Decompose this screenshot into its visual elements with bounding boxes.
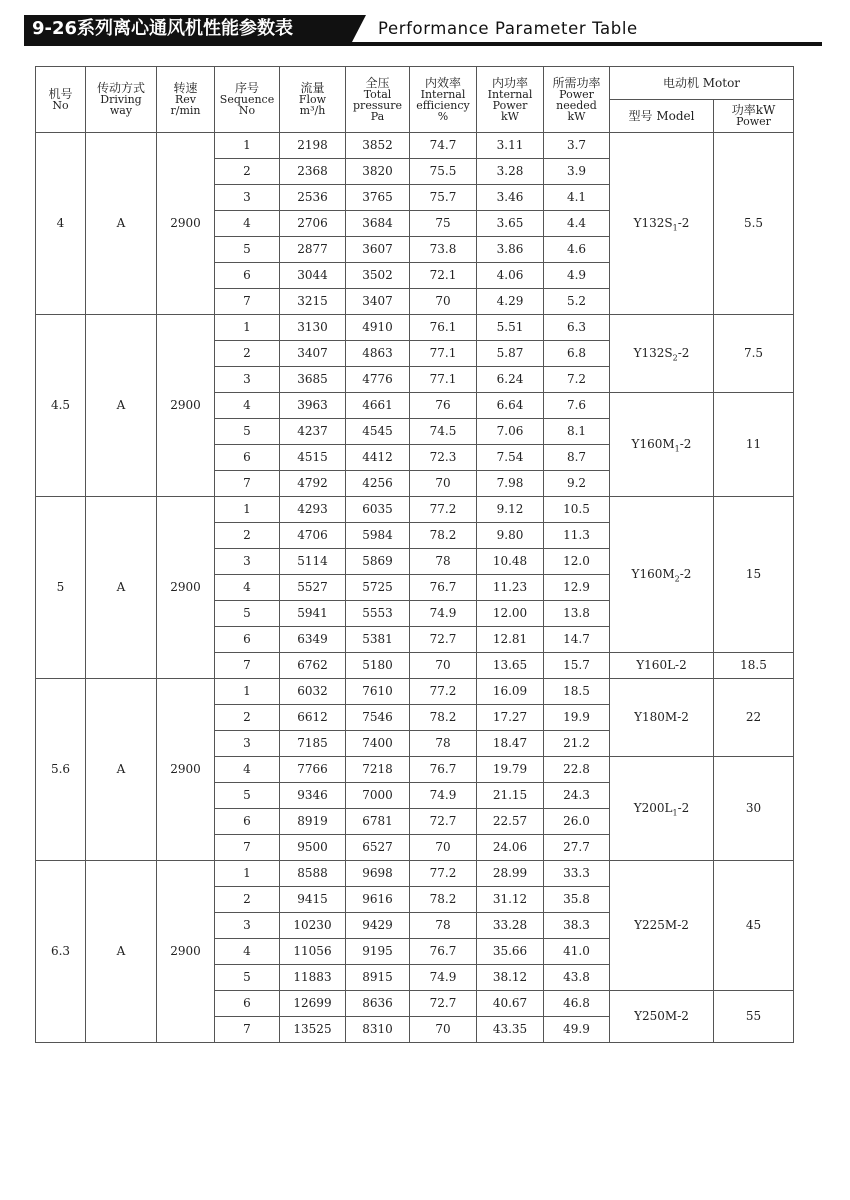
cell-pressure: 3765	[346, 185, 410, 211]
cell-internal-power: 3.86	[477, 237, 544, 263]
cell-efficiency: 70	[410, 1017, 477, 1043]
header-rev: 转速 Rev r/min	[157, 67, 215, 133]
cell-pressure: 8310	[346, 1017, 410, 1043]
cell-internal-power: 24.06	[477, 835, 544, 861]
cell-pressure: 6527	[346, 835, 410, 861]
cell-power-needed: 18.5	[544, 679, 610, 705]
cell-power-needed: 24.3	[544, 783, 610, 809]
cell-pressure: 8636	[346, 991, 410, 1017]
cell-sequence: 3	[215, 185, 280, 211]
cell-motor-model	[610, 315, 714, 393]
cell-motor-power: 5.5	[714, 133, 794, 315]
cell-power-needed: 13.8	[544, 601, 610, 627]
cell-efficiency: 77.2	[410, 861, 477, 887]
cell-driving-way: A	[86, 861, 157, 1043]
cell-flow: 9500	[280, 835, 346, 861]
cell-efficiency: 75.5	[410, 159, 477, 185]
cell-sequence: 2	[215, 341, 280, 367]
cell-efficiency: 72.1	[410, 263, 477, 289]
cell-motor-model	[610, 393, 714, 497]
cell-pressure: 4863	[346, 341, 410, 367]
cell-flow: 7766	[280, 757, 346, 783]
motor-model-name: Y200L	[633, 801, 673, 815]
cell-pressure: 3852	[346, 133, 410, 159]
cell-sequence: 5	[215, 237, 280, 263]
cell-pressure: 4776	[346, 367, 410, 393]
cell-power-needed: 8.1	[544, 419, 610, 445]
cell-driving-way: A	[86, 497, 157, 679]
motor-model-name: Y180M	[634, 710, 678, 724]
cell-motor-power: 7.5	[714, 315, 794, 393]
cell-motor-power: 22	[714, 679, 794, 757]
cell-rev: 2900	[157, 315, 215, 497]
cell-rev: 2900	[157, 133, 215, 315]
cell-internal-power: 18.47	[477, 731, 544, 757]
cell-power-needed: 27.7	[544, 835, 610, 861]
cell-pressure: 4256	[346, 471, 410, 497]
cell-sequence: 6	[215, 627, 280, 653]
motor-model-name: Y132S	[633, 346, 673, 360]
cell-power-needed: 4.4	[544, 211, 610, 237]
header-machine-no: 机号 No	[36, 67, 86, 133]
cell-efficiency: 72.7	[410, 991, 477, 1017]
cell-efficiency: 74.9	[410, 783, 477, 809]
cell-efficiency: 70	[410, 471, 477, 497]
cell-motor-power: 11	[714, 393, 794, 497]
cell-pressure: 5725	[346, 575, 410, 601]
title-bar	[24, 15, 822, 45]
cell-power-needed: 4.1	[544, 185, 610, 211]
cell-flow: 2368	[280, 159, 346, 185]
header-motor-model: 型号 Model	[610, 100, 714, 133]
cell-power-needed: 12.9	[544, 575, 610, 601]
motor-model-subscript: 1	[672, 223, 678, 233]
table-row	[36, 679, 794, 705]
cell-power-needed: 26.0	[544, 809, 610, 835]
cell-efficiency: 77.1	[410, 367, 477, 393]
cell-pressure: 3502	[346, 263, 410, 289]
cell-sequence: 5	[215, 419, 280, 445]
cell-pressure: 7218	[346, 757, 410, 783]
motor-model-subscript: 1	[672, 808, 678, 818]
cell-flow: 10230	[280, 913, 346, 939]
cell-machine-no: 6.3	[36, 861, 86, 1043]
cell-internal-power: 21.15	[477, 783, 544, 809]
cell-motor-power: 18.5	[714, 653, 794, 679]
cell-motor-model	[610, 653, 714, 679]
title-underline	[24, 42, 822, 46]
cell-internal-power: 3.11	[477, 133, 544, 159]
cell-power-needed: 5.2	[544, 289, 610, 315]
cell-sequence: 4	[215, 211, 280, 237]
cell-pressure: 4412	[346, 445, 410, 471]
cell-pressure: 7000	[346, 783, 410, 809]
cell-power-needed: 7.6	[544, 393, 610, 419]
cell-power-needed: 21.2	[544, 731, 610, 757]
cell-power-needed: 12.0	[544, 549, 610, 575]
header-total-pressure: 全压 Total pressure Pa	[346, 67, 410, 133]
cell-efficiency: 78.2	[410, 523, 477, 549]
cell-internal-power: 5.87	[477, 341, 544, 367]
cell-internal-power: 4.29	[477, 289, 544, 315]
cell-pressure: 9698	[346, 861, 410, 887]
cell-sequence: 4	[215, 575, 280, 601]
cell-internal-power: 40.67	[477, 991, 544, 1017]
cell-internal-power: 7.98	[477, 471, 544, 497]
cell-internal-power: 7.54	[477, 445, 544, 471]
cell-driving-way: A	[86, 679, 157, 861]
cell-efficiency: 76	[410, 393, 477, 419]
cell-efficiency: 76.1	[410, 315, 477, 341]
cell-power-needed: 33.3	[544, 861, 610, 887]
cell-sequence: 4	[215, 939, 280, 965]
title-en: Performance Parameter Table	[378, 19, 638, 38]
cell-efficiency: 70	[410, 289, 477, 315]
cell-flow: 8919	[280, 809, 346, 835]
cell-motor-model	[610, 991, 714, 1043]
table-header	[36, 67, 794, 133]
cell-efficiency: 78	[410, 731, 477, 757]
cell-motor-model	[610, 679, 714, 757]
motor-model-suffix: -2	[677, 918, 689, 932]
cell-flow: 3963	[280, 393, 346, 419]
cell-pressure: 5180	[346, 653, 410, 679]
cell-flow: 3685	[280, 367, 346, 393]
cell-internal-power: 22.57	[477, 809, 544, 835]
cell-internal-power: 4.06	[477, 263, 544, 289]
cell-rev: 2900	[157, 497, 215, 679]
cell-pressure: 4910	[346, 315, 410, 341]
header-internal-efficiency: 内效率 Internal efficiency %	[410, 67, 477, 133]
cell-efficiency: 78	[410, 913, 477, 939]
table-body	[36, 133, 794, 1043]
cell-flow: 5114	[280, 549, 346, 575]
header-driving-way: 传动方式 Driving way	[86, 67, 157, 133]
cell-sequence: 7	[215, 289, 280, 315]
cell-efficiency: 75.7	[410, 185, 477, 211]
cell-power-needed: 8.7	[544, 445, 610, 471]
cell-motor-power: 30	[714, 757, 794, 861]
cell-power-needed: 6.3	[544, 315, 610, 341]
cell-flow: 11056	[280, 939, 346, 965]
cell-efficiency: 78	[410, 549, 477, 575]
cell-flow: 4515	[280, 445, 346, 471]
cell-flow: 3044	[280, 263, 346, 289]
cell-pressure: 7546	[346, 705, 410, 731]
table-row	[36, 497, 794, 523]
cell-sequence: 3	[215, 549, 280, 575]
cell-pressure: 4545	[346, 419, 410, 445]
cell-power-needed: 46.8	[544, 991, 610, 1017]
cell-flow: 5941	[280, 601, 346, 627]
cell-power-needed: 15.7	[544, 653, 610, 679]
motor-model-subscript: 1	[674, 444, 680, 454]
cell-efficiency: 76.7	[410, 757, 477, 783]
table-row	[36, 861, 794, 887]
cell-internal-power: 28.99	[477, 861, 544, 887]
cell-motor-power: 45	[714, 861, 794, 991]
cell-power-needed: 9.2	[544, 471, 610, 497]
cell-internal-power: 19.79	[477, 757, 544, 783]
cell-efficiency: 78.2	[410, 887, 477, 913]
cell-internal-power: 9.12	[477, 497, 544, 523]
cell-flow: 4293	[280, 497, 346, 523]
cell-sequence: 5	[215, 601, 280, 627]
cell-efficiency: 76.7	[410, 939, 477, 965]
header-internal-power: 内功率 Internal Power kW	[477, 67, 544, 133]
cell-internal-power: 33.28	[477, 913, 544, 939]
cell-power-needed: 11.3	[544, 523, 610, 549]
motor-model-name: Y225M	[634, 918, 678, 932]
cell-sequence: 3	[215, 731, 280, 757]
motor-model-suffix: -2	[675, 658, 687, 672]
cell-efficiency: 70	[410, 653, 477, 679]
cell-efficiency: 77.2	[410, 497, 477, 523]
cell-sequence: 2	[215, 705, 280, 731]
cell-sequence: 2	[215, 887, 280, 913]
cell-pressure: 3407	[346, 289, 410, 315]
cell-pressure: 3607	[346, 237, 410, 263]
cell-flow: 8588	[280, 861, 346, 887]
motor-model-name: Y160M	[631, 567, 675, 581]
cell-internal-power: 16.09	[477, 679, 544, 705]
cell-efficiency: 73.8	[410, 237, 477, 263]
cell-internal-power: 3.28	[477, 159, 544, 185]
cell-flow: 7185	[280, 731, 346, 757]
cell-power-needed: 49.9	[544, 1017, 610, 1043]
cell-sequence: 3	[215, 367, 280, 393]
motor-model-subscript: 2	[672, 353, 678, 363]
cell-sequence: 5	[215, 965, 280, 991]
cell-internal-power: 38.12	[477, 965, 544, 991]
motor-model-suffix: -2	[679, 567, 692, 581]
cell-pressure: 9195	[346, 939, 410, 965]
cell-sequence: 7	[215, 835, 280, 861]
motor-model-suffix: -2	[677, 216, 690, 230]
cell-pressure: 5984	[346, 523, 410, 549]
cell-internal-power: 11.23	[477, 575, 544, 601]
cell-pressure: 7610	[346, 679, 410, 705]
cell-power-needed: 3.9	[544, 159, 610, 185]
cell-internal-power: 9.80	[477, 523, 544, 549]
cell-power-needed: 38.3	[544, 913, 610, 939]
cell-motor-power: 55	[714, 991, 794, 1043]
cell-sequence: 7	[215, 471, 280, 497]
cell-flow: 9415	[280, 887, 346, 913]
cell-power-needed: 41.0	[544, 939, 610, 965]
cell-power-needed: 10.5	[544, 497, 610, 523]
cell-efficiency: 75	[410, 211, 477, 237]
cell-power-needed: 22.8	[544, 757, 610, 783]
motor-model-name: Y160L	[636, 658, 676, 672]
motor-model-name: Y132S	[633, 216, 673, 230]
motor-model-suffix: -2	[679, 437, 692, 451]
cell-efficiency: 76.7	[410, 575, 477, 601]
cell-sequence: 4	[215, 393, 280, 419]
cell-internal-power: 43.35	[477, 1017, 544, 1043]
cell-flow: 9346	[280, 783, 346, 809]
cell-driving-way: A	[86, 133, 157, 315]
cell-pressure: 6035	[346, 497, 410, 523]
cell-power-needed: 14.7	[544, 627, 610, 653]
cell-internal-power: 35.66	[477, 939, 544, 965]
cell-efficiency: 77.2	[410, 679, 477, 705]
cell-flow: 4792	[280, 471, 346, 497]
cell-flow: 3130	[280, 315, 346, 341]
cell-flow: 12699	[280, 991, 346, 1017]
cell-internal-power: 31.12	[477, 887, 544, 913]
title-cn: 9-26系列离心通风机性能参数表	[24, 15, 352, 42]
cell-machine-no: 4	[36, 133, 86, 315]
cell-flow: 3407	[280, 341, 346, 367]
cell-flow: 3215	[280, 289, 346, 315]
performance-table	[35, 66, 794, 1043]
motor-model-suffix: -2	[677, 1009, 689, 1023]
header-flow: 流量 Flow m³/h	[280, 67, 346, 133]
cell-flow: 4706	[280, 523, 346, 549]
cell-pressure: 8915	[346, 965, 410, 991]
cell-efficiency: 78.2	[410, 705, 477, 731]
cell-power-needed: 6.8	[544, 341, 610, 367]
cell-efficiency: 77.1	[410, 341, 477, 367]
cell-flow: 6612	[280, 705, 346, 731]
motor-model-suffix: -2	[677, 346, 690, 360]
cell-rev: 2900	[157, 861, 215, 1043]
cell-sequence: 7	[215, 653, 280, 679]
cell-pressure: 7400	[346, 731, 410, 757]
cell-flow: 6762	[280, 653, 346, 679]
cell-sequence: 3	[215, 913, 280, 939]
cell-efficiency: 72.7	[410, 627, 477, 653]
cell-sequence: 1	[215, 133, 280, 159]
cell-motor-power: 15	[714, 497, 794, 653]
cell-efficiency: 70	[410, 835, 477, 861]
cell-sequence: 5	[215, 783, 280, 809]
cell-internal-power: 3.65	[477, 211, 544, 237]
cell-internal-power: 5.51	[477, 315, 544, 341]
cell-pressure: 5869	[346, 549, 410, 575]
cell-sequence: 2	[215, 523, 280, 549]
cell-flow: 4237	[280, 419, 346, 445]
cell-sequence: 1	[215, 679, 280, 705]
cell-flow: 5527	[280, 575, 346, 601]
cell-efficiency: 72.7	[410, 809, 477, 835]
cell-machine-no: 5.6	[36, 679, 86, 861]
cell-pressure: 3820	[346, 159, 410, 185]
cell-power-needed: 43.8	[544, 965, 610, 991]
cell-power-needed: 35.8	[544, 887, 610, 913]
cell-flow: 2877	[280, 237, 346, 263]
cell-power-needed: 4.9	[544, 263, 610, 289]
table-row	[36, 133, 794, 159]
cell-internal-power: 6.24	[477, 367, 544, 393]
cell-motor-model	[610, 861, 714, 991]
cell-flow: 11883	[280, 965, 346, 991]
header-power-needed: 所需功率 Power needed kW	[544, 67, 610, 133]
cell-internal-power: 3.46	[477, 185, 544, 211]
cell-sequence: 1	[215, 315, 280, 341]
cell-motor-model	[610, 133, 714, 315]
motor-model-name: Y160M	[631, 437, 675, 451]
cell-internal-power: 10.48	[477, 549, 544, 575]
cell-internal-power: 12.81	[477, 627, 544, 653]
cell-sequence: 1	[215, 861, 280, 887]
cell-internal-power: 6.64	[477, 393, 544, 419]
title-wedge	[352, 15, 366, 42]
cell-pressure: 6781	[346, 809, 410, 835]
cell-efficiency: 74.9	[410, 601, 477, 627]
cell-pressure: 3684	[346, 211, 410, 237]
cell-power-needed: 19.9	[544, 705, 610, 731]
cell-power-needed: 3.7	[544, 133, 610, 159]
cell-pressure: 5381	[346, 627, 410, 653]
cell-flow: 2198	[280, 133, 346, 159]
motor-model-subscript: 2	[674, 574, 680, 584]
cell-sequence: 7	[215, 1017, 280, 1043]
cell-flow: 13525	[280, 1017, 346, 1043]
cell-internal-power: 13.65	[477, 653, 544, 679]
cell-pressure: 4661	[346, 393, 410, 419]
header-sequence: 序号 Sequence No	[215, 67, 280, 133]
cell-power-needed: 4.6	[544, 237, 610, 263]
cell-internal-power: 7.06	[477, 419, 544, 445]
cell-sequence: 6	[215, 991, 280, 1017]
cell-power-needed: 7.2	[544, 367, 610, 393]
cell-sequence: 4	[215, 757, 280, 783]
header-motor: 电动机 Motor	[610, 67, 794, 100]
table-row	[36, 315, 794, 341]
cell-internal-power: 12.00	[477, 601, 544, 627]
cell-flow: 2706	[280, 211, 346, 237]
header-motor-power: 功率kW Power	[714, 100, 794, 133]
cell-pressure: 5553	[346, 601, 410, 627]
cell-sequence: 6	[215, 809, 280, 835]
cell-machine-no: 5	[36, 497, 86, 679]
motor-model-name: Y250M	[634, 1009, 678, 1023]
cell-efficiency: 74.9	[410, 965, 477, 991]
cell-flow: 6349	[280, 627, 346, 653]
cell-flow: 6032	[280, 679, 346, 705]
cell-flow: 2536	[280, 185, 346, 211]
cell-driving-way: A	[86, 315, 157, 497]
cell-efficiency: 72.3	[410, 445, 477, 471]
cell-efficiency: 74.5	[410, 419, 477, 445]
cell-sequence: 1	[215, 497, 280, 523]
cell-machine-no: 4.5	[36, 315, 86, 497]
cell-efficiency: 74.7	[410, 133, 477, 159]
cell-sequence: 6	[215, 445, 280, 471]
motor-model-suffix: -2	[677, 710, 689, 724]
cell-rev: 2900	[157, 679, 215, 861]
cell-sequence: 2	[215, 159, 280, 185]
cell-sequence: 6	[215, 263, 280, 289]
motor-model-suffix: -2	[677, 801, 690, 815]
cell-motor-model	[610, 497, 714, 653]
cell-pressure: 9616	[346, 887, 410, 913]
cell-motor-model	[610, 757, 714, 861]
cell-internal-power: 17.27	[477, 705, 544, 731]
cell-pressure: 9429	[346, 913, 410, 939]
